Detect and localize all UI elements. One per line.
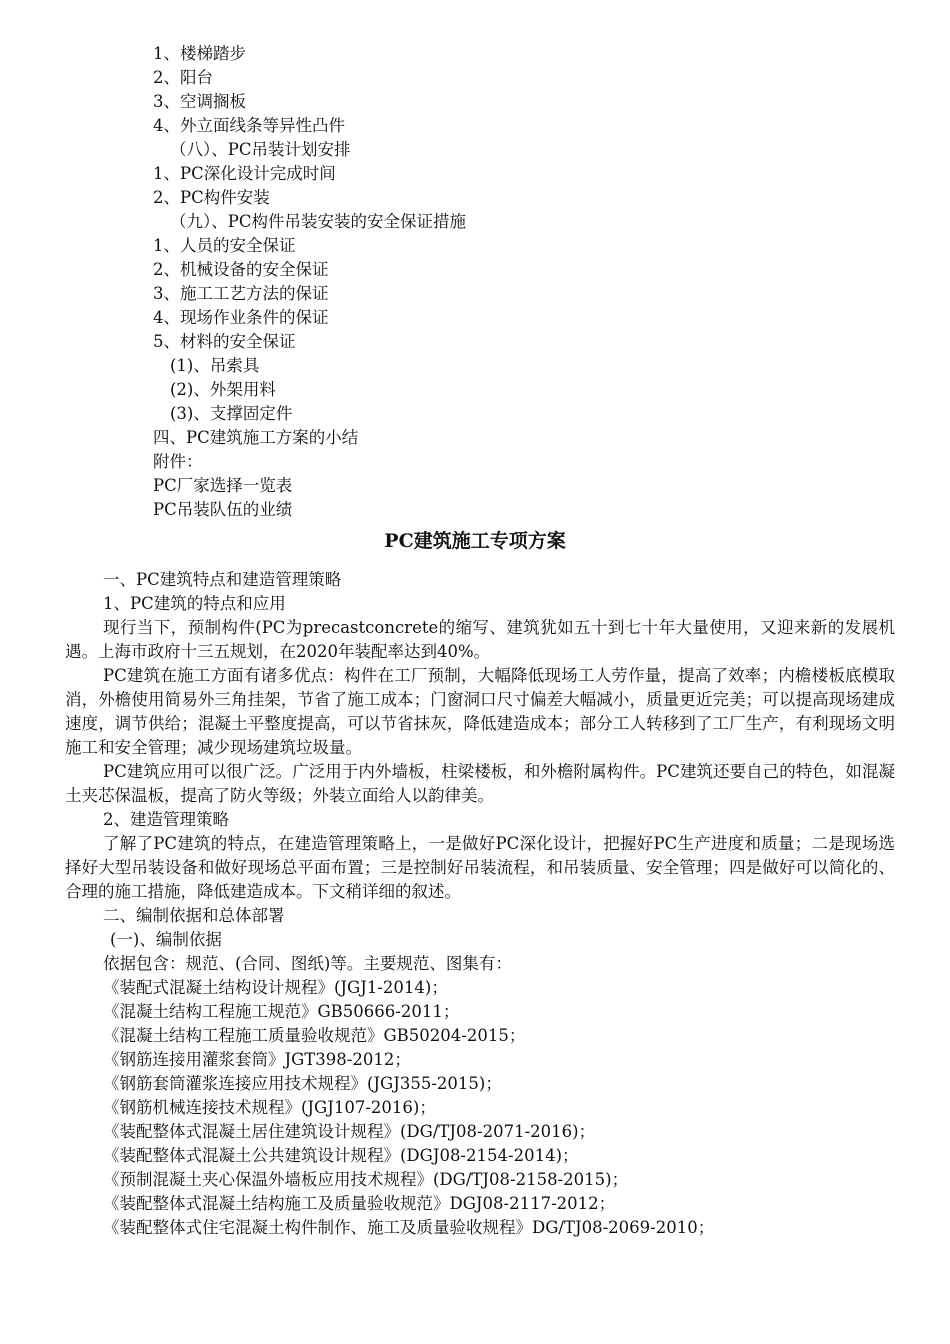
toc-item: 2、阳台 bbox=[153, 68, 213, 87]
document-title: PC建筑施工专项方案 bbox=[384, 530, 566, 552]
paragraph: PC建筑应用可以很广泛。广泛用于内外墙板，柱梁楼板，和外檐附属构件。PC建筑还要自己的特色，如混凝土夹芯保温板，提高了防火等级；外装立面给人以韵律美。 bbox=[65, 762, 895, 805]
reference-item: 《混凝土结构工程施工规范》GB50666-2011； bbox=[103, 1002, 460, 1021]
toc-item: 4、现场作业条件的保证 bbox=[153, 308, 329, 327]
toc-item: 1、PC深化设计完成时间 bbox=[153, 164, 336, 183]
subsection-heading: 2、建造管理策略 bbox=[103, 810, 229, 829]
reference-item: 《装配整体式混凝土公共建筑设计规程》(DGJ08-2154-2014)； bbox=[103, 1146, 579, 1165]
toc-item: 2、PC构件安装 bbox=[153, 188, 270, 207]
paragraph: 了解了PC建筑的特点，在建造管理策略上，一是做好PC深化设计，把握好PC生产进度和质量；二是现场选择好大型吊装设备和做好现场总平面布置；三是控制好吊装流程，和吊装质量、安全管理；四是做好可以简化的、合理的施工措施，降低建造成本。下文稍详细的叙述。 bbox=[65, 834, 895, 901]
toc-item: 附件： bbox=[153, 452, 203, 471]
toc-item: 1、人员的安全保证 bbox=[153, 236, 296, 255]
paragraph: PC建筑在施工方面有诸多优点：构件在工厂预制，大幅降低现场工人劳作量，提高了效率；内檐楼板底模取消，外檐使用简易外三角挂架，节省了施工成本；门窗洞口尺寸偏差大幅减小，质量更近完美；可以提高现场建成速度，调节供给；混凝土平整度提高，可以节省抹灰，降低建造成本；部分工人转移到了工厂生产，有利现场文明施工和安全管理；减少现场建筑垃圾量。 bbox=[65, 666, 895, 757]
paragraph: 依据包含：规范、(合同、图纸)等。主要规范、图集有： bbox=[103, 954, 512, 973]
reference-item: 《钢筋套筒灌浆连接应用技术规程》(JGJ355-2015)； bbox=[103, 1074, 502, 1093]
toc-item: 3、空调搁板 bbox=[153, 92, 246, 111]
section-heading: 二、编制依据和总体部署 bbox=[103, 906, 285, 925]
toc-item: （九）、PC构件吊装安装的安全保证措施 bbox=[170, 212, 466, 231]
reference-item: 《钢筋机械连接技术规程》(JGJ107-2016)； bbox=[103, 1098, 436, 1117]
toc-item: 3、施工工艺方法的保证 bbox=[153, 284, 329, 303]
subsection-heading: 1、PC建筑的特点和应用 bbox=[103, 594, 286, 613]
reference-item: 《预制混凝土夹心保温外墙板应用技术规程》(DG/TJ08-2158-2015)； bbox=[103, 1170, 629, 1189]
section-heading: 一、PC建筑特点和建造管理策略 bbox=[103, 570, 342, 589]
toc-item: 2、机械设备的安全保证 bbox=[153, 260, 329, 279]
reference-item: 《装配式混凝土结构设计规程》(JGJ1-2014)； bbox=[103, 978, 448, 997]
toc-item: (3)、支撑固定件 bbox=[170, 404, 293, 423]
reference-item: 《装配整体式混凝土居住建筑设计规程》(DG/TJ08-2071-2016)； bbox=[103, 1122, 596, 1141]
reference-item: 《混凝土结构工程施工质量验收规范》GB50204-2015； bbox=[103, 1026, 526, 1045]
toc-item: 四、PC建筑施工方案的小结 bbox=[153, 428, 359, 447]
reference-item: 《钢筋连接用灌浆套筒》JGT398-2012； bbox=[103, 1050, 411, 1069]
subsection-heading: (一)、编制依据 bbox=[110, 930, 222, 949]
toc-item: PC厂家选择一览表 bbox=[153, 476, 293, 495]
toc-item: (2)、外架用料 bbox=[170, 380, 276, 399]
reference-item: 《装配整体式住宅混凝土构件制作、施工及质量验收规程》DG/TJ08-2069-2010； bbox=[103, 1218, 715, 1237]
toc-item: 5、材料的安全保证 bbox=[153, 332, 296, 351]
toc-item: （八）、PC吊装计划安排 bbox=[170, 140, 351, 159]
toc-item: 4、外立面线条等异性凸件 bbox=[153, 116, 345, 135]
toc-item: (1)、吊索具 bbox=[170, 356, 260, 375]
paragraph: 现行当下，预制构件(PC为precastconcrete的缩写、建筑犹如五十到七十年大量使用，又迎来新的发展机遇。上海市政府十三五规划，在2020年装配率达到40%。 bbox=[65, 618, 895, 661]
toc-item: PC吊装队伍的业绩 bbox=[153, 500, 293, 519]
toc-item: 1、楼梯踏步 bbox=[153, 44, 246, 63]
reference-item: 《装配整体式混凝土结构施工及质量验收规范》DGJ08-2117-2012； bbox=[103, 1194, 616, 1213]
